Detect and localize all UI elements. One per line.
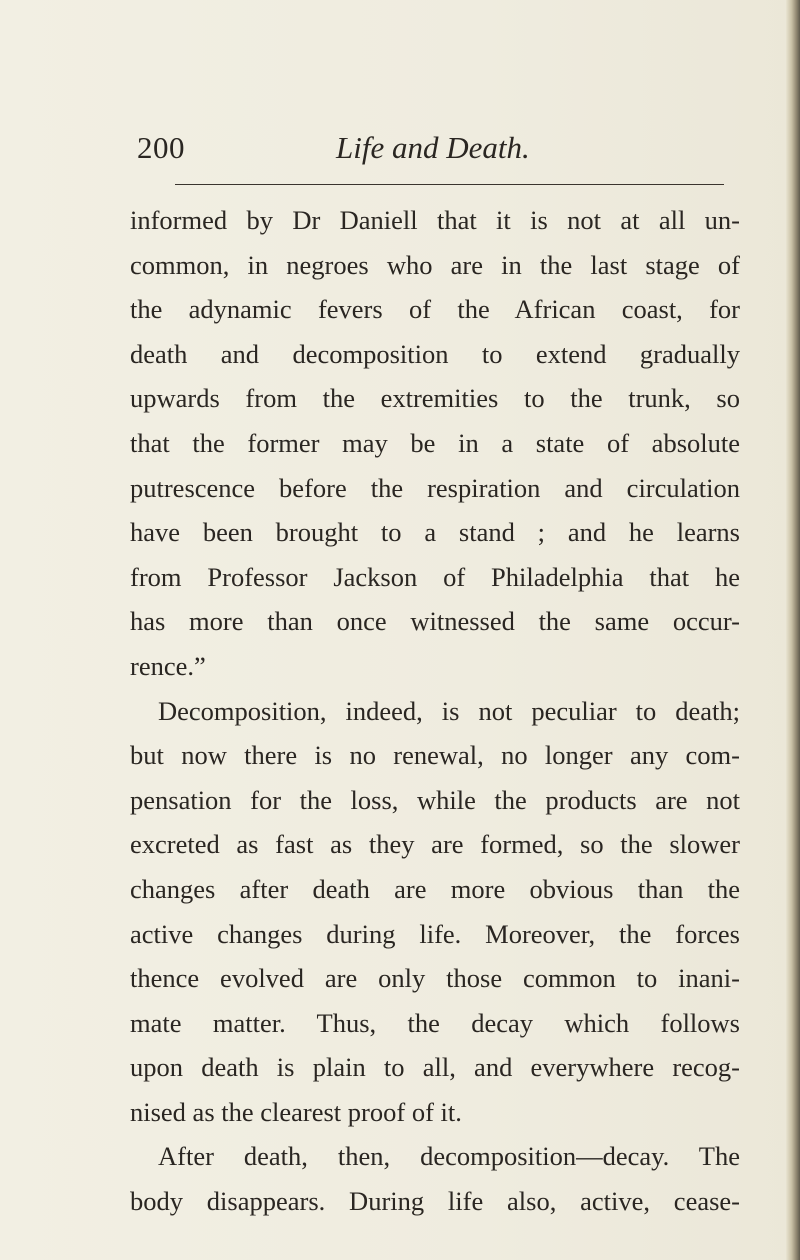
text-line: from Professor Jackson of Philadelphia that he — [130, 561, 740, 592]
text-line: After death, then, decomposition—decay. The — [158, 1141, 740, 1172]
text-line: but now there is no renewal, no longer any com- — [130, 740, 740, 771]
text-line: that the former may be in a state of absolute — [130, 427, 740, 458]
header-rule — [175, 184, 724, 185]
text-line: mate matter. Thus, the decay which follows — [130, 1007, 740, 1038]
text-line: changes after death are more obvious than the — [130, 873, 740, 904]
text-line: death and decomposition to extend gradually — [130, 338, 740, 369]
text-line: has more than once witnessed the same occur- — [130, 606, 740, 637]
text-line: common, in negroes who are in the last stage of — [130, 249, 740, 280]
body-text — [130, 198, 740, 1224]
text-line: active changes during life. Moreover, the forces — [130, 918, 740, 949]
page-edge-shadow — [786, 0, 800, 1260]
running-head — [137, 130, 737, 170]
running-title: Life and Death. — [336, 130, 530, 165]
page-number: 200 — [137, 130, 185, 165]
text-line: Decomposition, indeed, is not peculiar to death; — [158, 695, 740, 726]
text-line: putrescence before the respiration and circulation — [130, 472, 740, 503]
text-line: body disappears. During life also, active, cease- — [130, 1186, 740, 1217]
text-line: upon death is plain to all, and everywhere recog- — [130, 1052, 740, 1083]
text-line: thence evolved are only those common to inani- — [130, 963, 740, 994]
text-line: upwards from the extremities to the trunk, so — [130, 383, 740, 414]
text-line: pensation for the loss, while the products are not — [130, 784, 740, 815]
text-line: rence.” — [130, 650, 206, 681]
text-line: nised as the clearest proof of it. — [130, 1096, 462, 1127]
text-line: excreted as fast as they are formed, so the slower — [130, 829, 740, 860]
text-line: the adynamic fevers of the African coast, for — [130, 294, 740, 325]
text-line: informed by Dr Daniell that it is not at all un- — [130, 205, 740, 235]
text-line: have been brought to a stand ; and he learns — [130, 517, 740, 548]
